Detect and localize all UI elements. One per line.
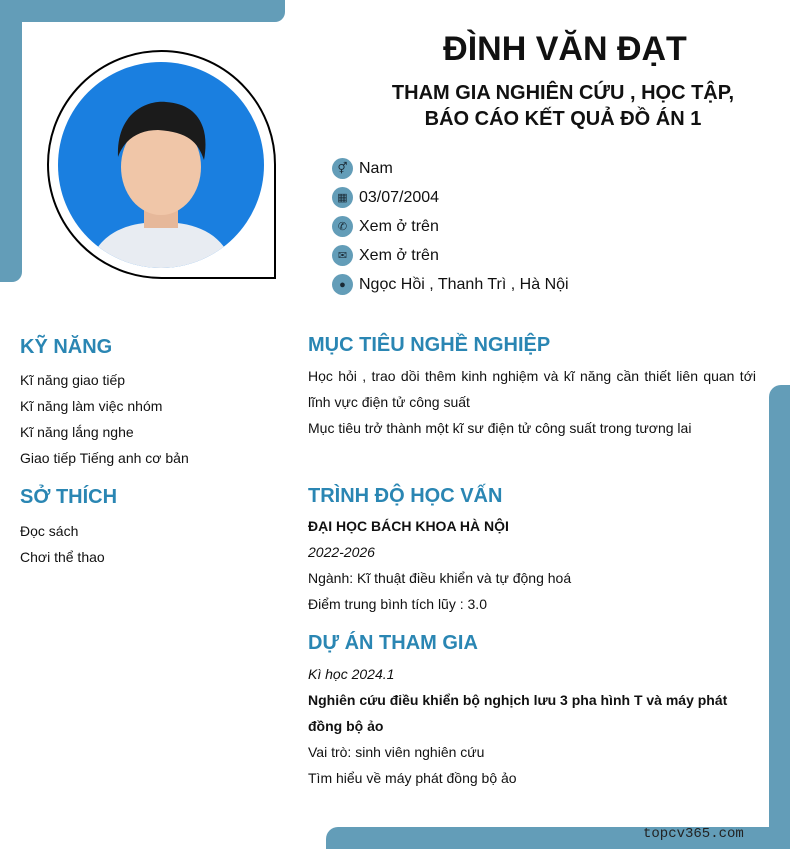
list-item: Kĩ năng giao tiếp — [20, 372, 126, 388]
phone-icon: ✆ — [332, 216, 353, 237]
profile-photo-frame — [47, 50, 276, 279]
education-major: Ngành: Kĩ thuật điều khiển và tự động hoá — [308, 570, 572, 586]
watermark: topcv365.com — [643, 826, 744, 842]
education-gpa: Điểm trung bình tích lũy : 3.0 — [308, 596, 487, 612]
education-years: 2022-2026 — [308, 544, 375, 560]
education-heading: TRÌNH ĐỘ HỌC VẤN — [308, 485, 503, 507]
contact-birthday — [332, 183, 569, 212]
contact-phone — [332, 212, 569, 241]
profile-photo — [58, 62, 264, 268]
skills-list — [20, 367, 189, 471]
contact-text: Xem ở trên — [359, 217, 439, 235]
project-role: Vai trò: sinh viên nghiên cứu — [308, 744, 485, 760]
projects-heading: DỰ ÁN THAM GIA — [308, 632, 478, 654]
contact-text: Ngọc Hồi , Thanh Trì , Hà Nội — [359, 275, 569, 293]
envelope-icon: ✉ — [332, 245, 353, 266]
contact-list — [332, 154, 569, 299]
contact-text: 03/07/2004 — [359, 188, 440, 206]
contact-email — [332, 241, 569, 270]
list-item: Kĩ năng lắng nghe — [20, 424, 134, 440]
location-pin-icon: ● — [332, 274, 353, 295]
list-item: Chơi thể thao — [20, 549, 105, 565]
contact-gender — [332, 154, 569, 183]
school-name: ĐẠI HỌC BÁCH KHOA HÀ NỘI — [308, 518, 509, 534]
objective-section — [308, 363, 756, 441]
decor-bar-right — [769, 385, 790, 849]
hobbies-list — [20, 518, 105, 570]
project-term: Kì học 2024.1 — [308, 666, 395, 682]
project-description: Tìm hiểu về máy phát đồng bộ ảo — [308, 770, 517, 786]
objective-heading: MỤC TIÊU NGHỀ NGHIỆP — [308, 334, 551, 356]
contact-address — [332, 270, 569, 299]
candidate-title: THAM GIA NGHIÊN CỨU , HỌC TẬP, BÁO CÁO KẾT QUẢ ĐỒ ÁN 1 — [391, 82, 735, 130]
gender-icon: ⚥ — [332, 158, 353, 179]
skills-heading: KỸ NĂNG — [20, 336, 113, 358]
project-title: Nghiên cứu điều khiển bộ nghịch lưu 3 pha hình T và máy phát đồng bộ ảo — [308, 692, 728, 734]
list-item: Đọc sách — [20, 523, 79, 539]
objective-text: Học hỏi , trao dồi thêm kinh nghiệm và kĩ năng cần thiết liên quan tới lĩnh vực điện tử công suất — [308, 368, 756, 410]
calendar-icon: ▦ — [332, 187, 353, 208]
education-section — [308, 513, 756, 617]
contact-text: Nam — [359, 159, 393, 177]
projects-section — [308, 661, 756, 791]
objective-text: Mục tiêu trở thành một kĩ sư điện tử công suất trong tương lai — [308, 420, 692, 436]
list-item: Kĩ năng làm việc nhóm — [20, 398, 163, 414]
decor-bar-top — [0, 0, 285, 22]
contact-text: Xem ở trên — [359, 246, 439, 264]
decor-bar-left — [0, 0, 22, 282]
candidate-name: ĐÌNH VĂN ĐẠT — [443, 30, 687, 68]
hobbies-heading: SỞ THÍCH — [20, 486, 118, 508]
list-item: Giao tiếp Tiếng anh cơ bản — [20, 450, 189, 466]
